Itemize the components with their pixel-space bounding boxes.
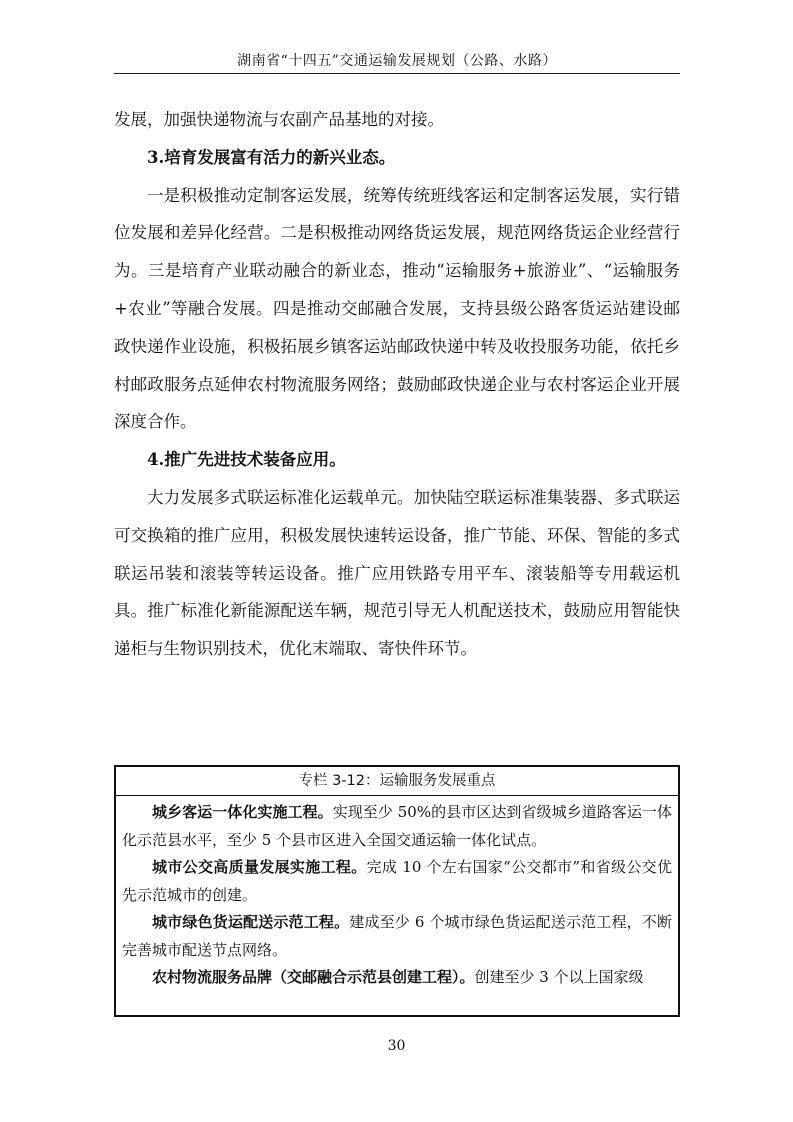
feature-box	[114, 765, 680, 1017]
header-divider	[114, 73, 680, 74]
feature-box-body	[116, 796, 678, 992]
feature-box-title: 专栏 3-12：运输服务发展重点	[116, 767, 678, 796]
main-text	[114, 101, 680, 668]
box-item	[122, 799, 672, 854]
section-heading-3: 3.培育发展富有活力的新兴业态。	[147, 147, 396, 167]
box-item	[122, 909, 672, 964]
section-heading-4: 4.推广先进技术装备应用。	[147, 450, 346, 470]
box-item	[122, 854, 672, 909]
paragraph-new-business: 一是积极推动定制客运发展，统筹传统班线客运和定制客运发展，实行错位发展和差异化经营。二是积极推动网络货运发展，规范网络货运企业经营行为。三是培育产业联动融合的新业态，推动“运输服务+旅游业”、“运输服务+农业”等融合发展。四是推动交邮融合发展，支持县级公路客货运站建设邮政快递作业设施，积极拓展乡镇客运站邮政快递中转及收投服务功能，依托乡村邮政服务点延伸农村物流服务网络；鼓励邮政快递企业与农村客运企业开展深度合作。	[114, 185, 680, 432]
box-item-title: 城市公交高质量发展实施工程。	[152, 858, 367, 876]
box-item-title: 城乡客运一体化实施工程。	[152, 803, 333, 821]
page-number: 30	[387, 1038, 406, 1054]
box-item-text: 实现至少 50%的县市区达到省级城乡道路客运一体化示范县水平，至少 5 个县市区进入全国交通运输一体化试点。	[122, 803, 672, 849]
box-item-title: 城市绿色货运配送示范工程。	[152, 913, 350, 931]
paragraph-continuation: 发展，加强快递物流与农副产品基地的对接。	[114, 110, 444, 129]
box-item	[122, 964, 672, 992]
running-header: 湖南省“十四五”交通运输发展规划（公路、水路）	[237, 53, 557, 69]
box-item-text: 创建至少 3 个以上国家级	[474, 968, 644, 986]
box-item-text: 建成至少 6 个城市绿色货运配送示范工程，不断完善城市配送节点网络。	[122, 913, 672, 959]
box-item-title: 农村物流服务品牌（交邮融合示范县创建工程）。	[152, 968, 475, 986]
box-item-text: 完成 10 个左右国家“公交都市”和省级公交优先示范城市的创建。	[122, 858, 672, 904]
paragraph-tech-equipment: 大力发展多式联运标准化运载单元。加快陆空联运标准集装器、多式联运可交换箱的推广应用，积极发展快速转运设备，推广节能、环保、智能的多式联运吊装和滚装等转运设备。推广应用铁路专用平车、滚装船等专用载运机具。推广标准化新能源配送车辆，规范引导无人机配送技术，鼓励应用智能快递柜与生物识别技术，优化末端取、寄快件环节。	[114, 487, 680, 659]
